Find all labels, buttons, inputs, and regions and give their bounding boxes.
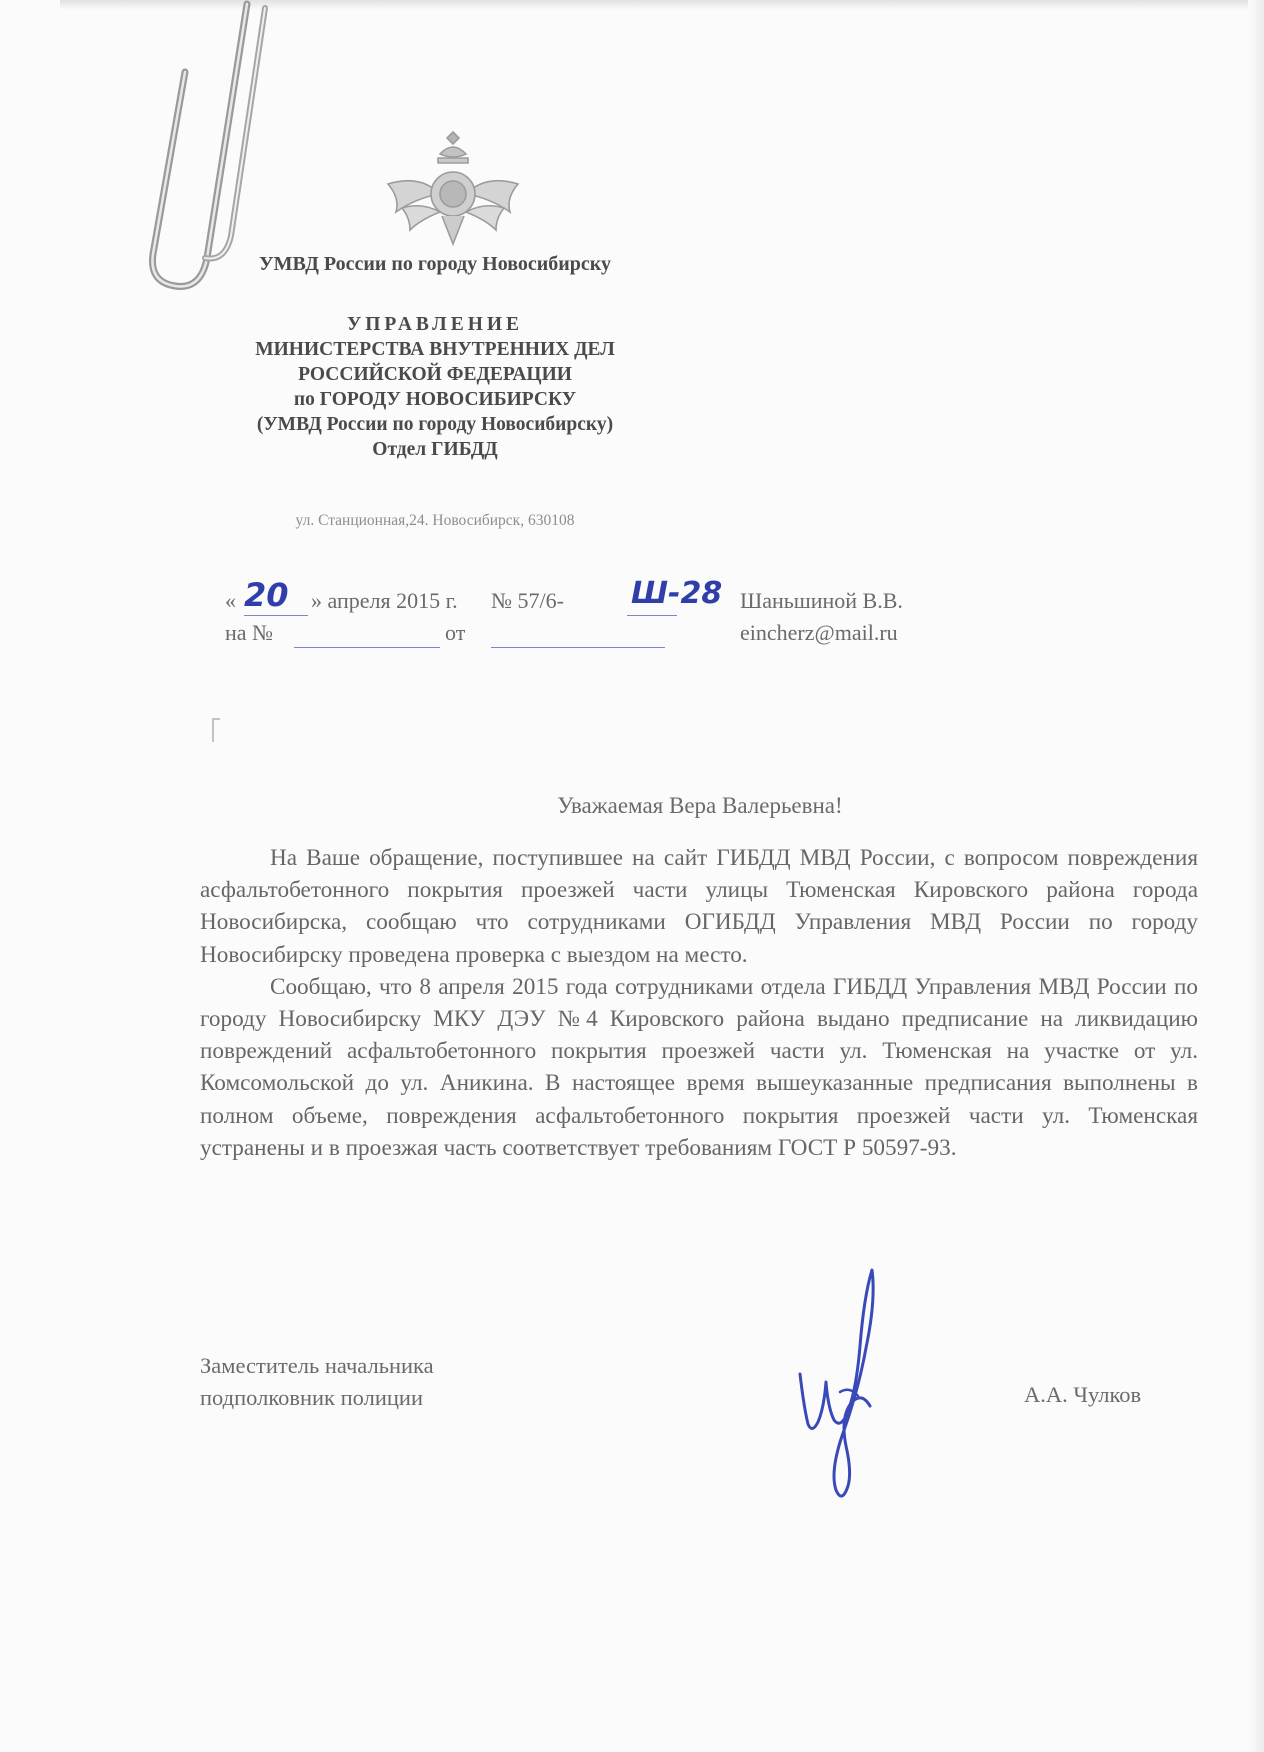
org-line: (УМВД России по городу Новосибирску) xyxy=(256,414,614,435)
letter-body xyxy=(200,842,1198,1164)
org-line: УПРАВЛЕНИЕ xyxy=(346,314,524,335)
signer-name: А.А. Чулков xyxy=(1024,1382,1142,1407)
date-day-underline xyxy=(244,615,308,616)
number-handwritten: Ш-28 xyxy=(631,576,723,611)
org-line: Отдел ГИБДД xyxy=(372,439,498,460)
organization-block xyxy=(200,312,670,462)
signature-icon xyxy=(780,1262,920,1512)
paper-edge-right xyxy=(1248,0,1264,1752)
date-open-quote: « xyxy=(225,588,236,613)
signer-rank: подполковник полиции xyxy=(200,1385,424,1410)
number-underline xyxy=(627,615,677,616)
ministry-short-name: УМВД России по городу Новосибирску xyxy=(258,253,612,275)
reply-from-label: от xyxy=(445,620,466,645)
org-line: по ГОРОДУ НОВОСИБИРСКУ xyxy=(293,389,577,410)
org-address: ул. Станционная,24. Новосибирск, 630108 xyxy=(295,512,575,529)
signer-position xyxy=(200,1350,434,1414)
emblem-icon xyxy=(378,128,528,252)
date-rest: » апреля 2015 г. xyxy=(311,588,458,613)
body-paragraph: Сообщаю, что 8 апреля 2015 года сотрудниками отдела ГИБДД Управления МВД России по городу Новосибирску МКУ ДЭУ №4 Кировского района выдано предписание на ликвидацию повреждений асфальтобетонного покрытия проезжей части ул. Тюменская на участке от ул. Комсомольской до ул. Аникина. В настоящее время вышеуказанные предписания выполнены в полном объеме, повреждения асфальтобетонного покрытия проезжей части ул. Тюменская устранены и в проезжая часть соответствует требованиям ГОСТ Р 50597-93. xyxy=(200,973,1198,1161)
recipient-name: Шаньшиной В.В. xyxy=(740,588,903,613)
org-line: МИНИСТЕРСТВА ВНУТРЕННИХ ДЕЛ xyxy=(255,339,615,360)
salutation: Уважаемая Вера Валерьевна! xyxy=(557,793,843,818)
reply-number-label: на № xyxy=(225,620,274,645)
recipient-email: eincherz@mail.ru xyxy=(740,620,898,645)
corner-mark xyxy=(212,718,220,742)
body-paragraph: На Ваше обращение, поступившее на сайт ГИБДД МВД России, с вопросом повреждения асфальтобетонного покрытия проезжей части улицы Тюменская Кировского района города Новосибирска, сообщаю что сотрудниками ОГИБДД Управления МВД России по городу Новосибирску проведена проверка с выездом на место. xyxy=(200,845,1198,968)
number-prefix: № 57/6- xyxy=(491,588,564,613)
reply-number-underline xyxy=(294,647,440,648)
org-line: РОССИЙСКОЙ ФЕДЕРАЦИИ xyxy=(298,364,572,385)
date-day-handwritten: 20 xyxy=(244,576,289,614)
signer-title: Заместитель начальника xyxy=(200,1353,434,1378)
reply-date-underline xyxy=(491,647,665,648)
